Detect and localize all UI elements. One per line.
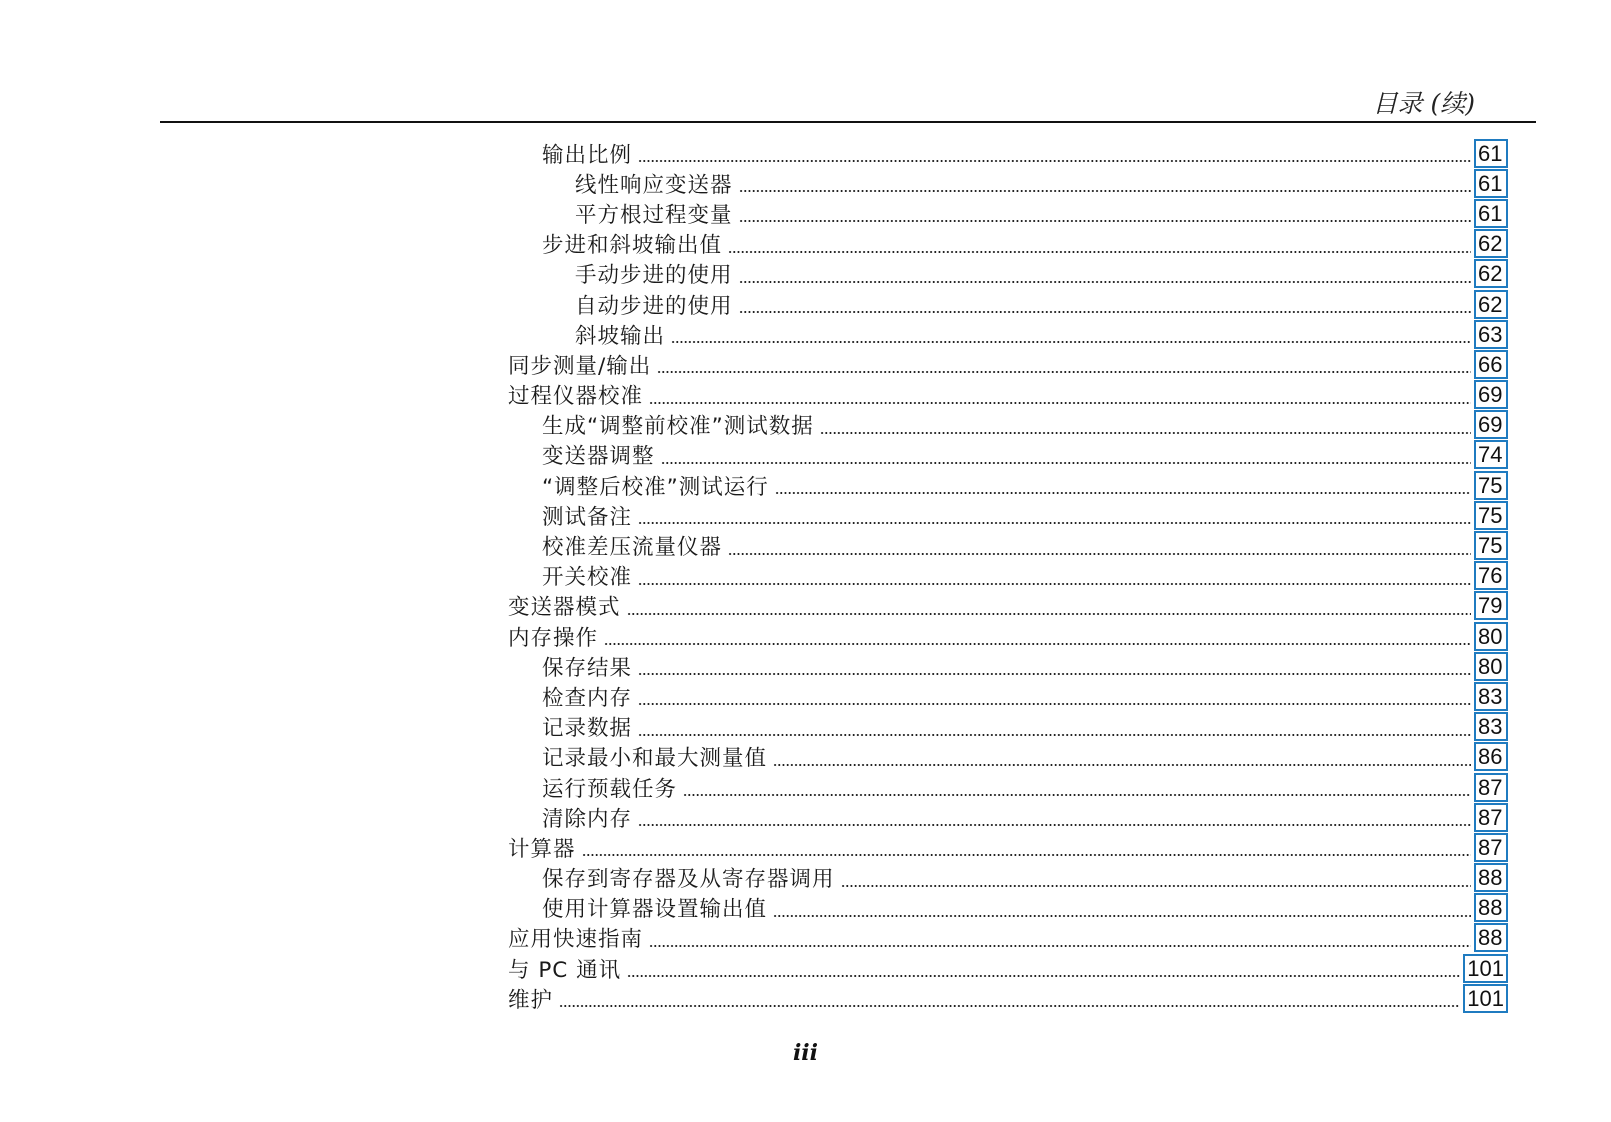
toc-page-link[interactable]: 83 — [1474, 712, 1508, 741]
toc-entry[interactable] — [508, 591, 1508, 621]
toc-page-link[interactable]: 88 — [1474, 863, 1508, 892]
toc-entry[interactable] — [508, 410, 1508, 440]
toc-entry-label: 内存操作 — [508, 625, 599, 651]
toc-entry[interactable] — [508, 561, 1508, 591]
toc-entry[interactable] — [508, 983, 1508, 1013]
toc-entry-label: 保存到寄存器及从寄存器调用 — [542, 867, 835, 893]
footer-page-number: iii — [792, 1040, 819, 1066]
toc-entry-label: 输出比例 — [542, 142, 633, 168]
toc-entry-label: 同步测量/输出 — [508, 353, 652, 379]
toc-entry-label: 校准差压流量仪器 — [542, 535, 723, 561]
dot-leader — [649, 927, 1471, 949]
dot-leader — [638, 142, 1471, 164]
toc-entry-label: “调整后校准”测试运行 — [542, 474, 769, 500]
toc-page-link[interactable]: 61 — [1474, 169, 1508, 198]
toc-page-link[interactable]: 62 — [1474, 229, 1508, 258]
toc-page-link[interactable]: 87 — [1474, 803, 1508, 832]
toc-page-link[interactable]: 83 — [1474, 682, 1508, 711]
toc-entry[interactable] — [508, 712, 1508, 742]
dot-leader — [604, 625, 1471, 647]
dot-leader — [739, 202, 1471, 224]
dot-leader — [638, 655, 1471, 677]
header-rule — [160, 121, 1536, 123]
toc-entry-label: 步进和斜坡输出值 — [542, 233, 723, 259]
dot-leader — [773, 897, 1471, 919]
toc-entry-label: 自动步进的使用 — [575, 293, 733, 319]
toc-page-link[interactable]: 61 — [1474, 199, 1508, 228]
toc-entry[interactable] — [508, 651, 1508, 681]
toc-page-link[interactable]: 61 — [1474, 139, 1508, 168]
toc-entry-label: 与 PC 通讯 — [508, 957, 622, 983]
toc-page-link[interactable]: 69 — [1474, 380, 1508, 409]
dot-leader — [739, 172, 1471, 194]
toc-entry[interactable] — [508, 832, 1508, 862]
toc-entry-label: 生成“调整前校准”测试数据 — [542, 414, 814, 440]
toc-entry-label: 平方根过程变量 — [575, 202, 733, 228]
dot-leader — [739, 263, 1471, 285]
dot-leader — [638, 685, 1471, 707]
toc-entry[interactable] — [508, 742, 1508, 772]
toc-entry-label: 记录最小和最大测量值 — [542, 746, 768, 772]
toc-entry[interactable] — [508, 138, 1508, 168]
dot-leader — [683, 776, 1471, 798]
toc-page-link[interactable]: 69 — [1474, 410, 1508, 439]
toc-entry-label: 计算器 — [508, 836, 576, 862]
dot-leader — [820, 414, 1471, 436]
dot-leader — [582, 836, 1471, 858]
toc-entry[interactable] — [508, 198, 1508, 228]
toc-entry-label: 手动步进的使用 — [575, 263, 733, 289]
toc-entry-label: 开关校准 — [542, 565, 633, 591]
dot-leader — [661, 444, 1471, 466]
dot-leader — [728, 233, 1471, 255]
toc-page-link[interactable]: 101 — [1463, 984, 1508, 1013]
dot-leader — [739, 293, 1471, 315]
toc-page-link[interactable]: 80 — [1474, 652, 1508, 681]
page-header-title: 目录 (续) — [1372, 89, 1475, 118]
toc-entry-label: 斜坡输出 — [575, 323, 666, 349]
toc-entry[interactable] — [508, 681, 1508, 711]
toc-entry-label: 线性响应变送器 — [575, 172, 733, 198]
toc-entry-label: 运行预载任务 — [542, 776, 678, 802]
dot-leader — [649, 384, 1471, 406]
toc-page-link[interactable]: 75 — [1474, 531, 1508, 560]
table-of-contents — [508, 138, 1508, 1013]
toc-entry[interactable] — [508, 530, 1508, 560]
toc-entry[interactable] — [508, 289, 1508, 319]
toc-entry-label: 维护 — [508, 987, 554, 1013]
toc-entry-label: 变送器模式 — [508, 595, 621, 621]
toc-entry[interactable] — [508, 349, 1508, 379]
toc-entry[interactable] — [508, 772, 1508, 802]
dot-leader — [638, 806, 1471, 828]
toc-entry[interactable] — [508, 802, 1508, 832]
toc-entry[interactable] — [508, 893, 1508, 923]
toc-page-link[interactable]: 75 — [1474, 501, 1508, 530]
toc-entry-label: 清除内存 — [542, 806, 633, 832]
toc-page-link[interactable]: 66 — [1474, 350, 1508, 379]
toc-entry-label: 检查内存 — [542, 685, 633, 711]
toc-entry[interactable] — [508, 863, 1508, 893]
dot-leader — [638, 716, 1471, 738]
toc-entry-label: 应用快速指南 — [508, 927, 644, 953]
toc-page-link[interactable]: 62 — [1474, 290, 1508, 319]
toc-entry[interactable] — [508, 168, 1508, 198]
toc-entry[interactable] — [508, 440, 1508, 470]
toc-entry[interactable] — [508, 229, 1508, 259]
dot-leader — [671, 323, 1471, 345]
toc-page-link[interactable]: 62 — [1474, 259, 1508, 288]
toc-entry[interactable] — [508, 621, 1508, 651]
toc-entry-label: 变送器调整 — [542, 444, 655, 470]
toc-entry[interactable] — [508, 470, 1508, 500]
toc-page-link[interactable]: 74 — [1474, 440, 1508, 469]
toc-entry[interactable] — [508, 319, 1508, 349]
toc-page-link[interactable]: 75 — [1474, 471, 1508, 500]
dot-leader — [775, 474, 1471, 496]
toc-entry[interactable] — [508, 923, 1508, 953]
toc-entry[interactable] — [508, 953, 1508, 983]
toc-page-link[interactable]: 88 — [1474, 923, 1508, 952]
toc-entry-label: 测试备注 — [542, 504, 633, 530]
toc-entry[interactable] — [508, 500, 1508, 530]
toc-entry-label: 使用计算器设置输出值 — [542, 897, 768, 923]
dot-leader — [559, 987, 1460, 1009]
toc-page-link[interactable]: 101 — [1463, 954, 1508, 983]
toc-entry-label: 记录数据 — [542, 716, 633, 742]
dot-leader — [627, 595, 1471, 617]
toc-page-link[interactable]: 76 — [1474, 561, 1508, 590]
dot-leader — [773, 746, 1471, 768]
toc-page-link[interactable]: 87 — [1474, 833, 1508, 862]
toc-entry[interactable] — [508, 380, 1508, 410]
dot-leader — [657, 353, 1471, 375]
toc-entry-label: 过程仪器校准 — [508, 384, 644, 410]
toc-entry[interactable] — [508, 259, 1508, 289]
dot-leader — [841, 867, 1471, 889]
dot-leader — [638, 504, 1471, 526]
toc-page-link[interactable]: 63 — [1474, 320, 1508, 349]
toc-page-link[interactable]: 86 — [1474, 742, 1508, 771]
toc-page-link[interactable]: 87 — [1474, 773, 1508, 802]
dot-leader — [728, 535, 1471, 557]
dot-leader — [627, 957, 1460, 979]
toc-entry-label: 保存结果 — [542, 655, 633, 681]
toc-page-link[interactable]: 79 — [1474, 591, 1508, 620]
dot-leader — [638, 565, 1471, 587]
toc-page-link[interactable]: 88 — [1474, 893, 1508, 922]
toc-page-link[interactable]: 80 — [1474, 622, 1508, 651]
